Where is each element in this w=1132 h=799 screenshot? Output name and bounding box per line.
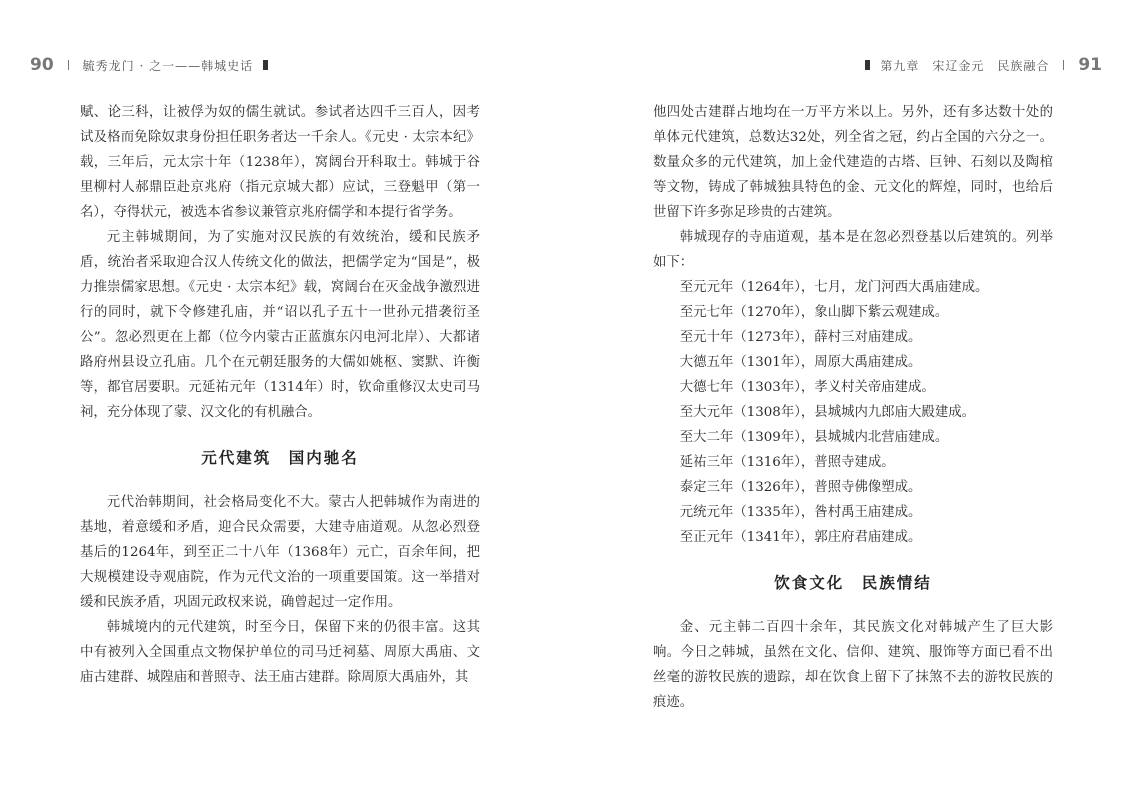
paragraph: 元代治韩期间，社会格局变化不大。蒙古人把韩城作为南进的基地，着意缓和矛盾，迎合民众需要，大建寺庙道观。从忽必烈登基后的1264年，到至正二十八年（1368年）元亡，百余年间，把大规模建设寺观庙院，作为元代文治的一项重要国策。这一举措对缓和民族矛盾，巩固元政权来说，确曾起过一定作用。 xyxy=(80,495,480,610)
list-item: 至大元年（1308年），县城城内九郎庙大殿建成。 xyxy=(679,405,975,420)
header-block-marker xyxy=(263,60,268,70)
right-header-title: 第九章 宋辽金元 民族融合 xyxy=(880,58,1050,73)
header-block-marker xyxy=(865,60,870,70)
list-item: 延祐三年（1316年），普照寺建成。 xyxy=(679,455,895,470)
right-page-header xyxy=(855,52,1102,78)
paragraph: 韩城现存的寺庙道观，基本是在忽必烈登基以后建筑的。列举如下： xyxy=(653,230,1053,270)
left-page-number: 90 xyxy=(30,55,54,75)
paragraph: 金、元主韩二百四十余年，其民族文化对韩城产生了巨大影响。今日之韩城，虽然在文化、信仰、建筑、服饰等方面已看不出丝毫的游牧民族的遗踪，却在饮食上留下了抹煞不去的游牧民族的痕迹。 xyxy=(653,620,1053,710)
left-page-header xyxy=(30,52,278,78)
right-page-number: 91 xyxy=(1078,55,1102,75)
section-title: 饮食文化 民族情结 xyxy=(774,573,932,592)
paragraph: 元主韩城期间，为了实施对汉民族的有效统治，缓和民族矛盾，统治者采取迎合汉人传统文化的做法，把儒学定为“国是”，极力推崇儒家思想。《元史 · 太宗本纪》载，窝阔台在灭金战争激烈进行的同时，就下令修建孔庙，并“诏以孔子五十一世孙元措袭衍圣公”。忽必烈更在上都（位今内蒙古正蓝旗东闪电河北岸）、大都诸路府州县设立孔庙。几个在元朝廷服务的大儒如姚枢、窦默、许衡等，都官居要职。元延祐元年（1314年）时，钦命重修汉太史司马祠，充分体现了蒙、汉文化的有机融合。 xyxy=(80,230,480,420)
left-header-title: 毓秀龙门 · 之一——韩城史话 xyxy=(82,58,254,73)
list-item: 泰定三年（1326年），普照寺佛像塑成。 xyxy=(679,480,922,495)
right-page-body xyxy=(653,100,1053,715)
list-item: 至元十年（1273年），薛村三对庙建成。 xyxy=(679,330,922,345)
list-item: 大德五年（1301年），周原大禹庙建成。 xyxy=(679,355,922,370)
header-divider xyxy=(1063,60,1064,70)
section-title: 元代建筑 国内驰名 xyxy=(201,448,359,467)
paragraph: 他四处古建群占地均在一万平方米以上。另外，还有多达数十处的单体元代建筑，总数达32处，列全省之冠，约占全国的六分之一。数量众多的元代建筑，加上金代建造的古塔、巨钟、石刻以及陶棺等文物，铸成了韩城独具特色的金、元文化的辉煌，同时，也给后世留下许多弥足珍贵的古建筑。 xyxy=(653,105,1053,220)
list-item: 大德七年（1303年），孝义村关帝庙建成。 xyxy=(679,380,935,395)
list-item: 至正元年（1341年），郭庄府君庙建成。 xyxy=(679,530,922,545)
list-item: 至元元年（1264年），七月，龙门河西大禹庙建成。 xyxy=(679,280,989,295)
left-page-body xyxy=(80,100,480,690)
right-page xyxy=(566,0,1132,799)
list-item: 元统元年（1335年），昝村禹王庙建成。 xyxy=(679,505,922,520)
list-item: 至大二年（1309年），县城城内北营庙建成。 xyxy=(679,430,949,445)
paragraph: 赋、论三科，让被俘为奴的儒生就试。参试者达四千三百人，因考试及格而免除奴隶身份担任职务者达一千余人。《元史 · 太宗本纪》载，三年后，元太宗十年（1238年），窝阔台开科取士。韩城于谷里柳村人郝鼎臣赴京兆府（指元京城大都）应试，三登魁甲（第一名），夺得状元，被选本省参议兼管京兆府儒学和本提行省学务。 xyxy=(80,105,480,220)
paragraph: 韩城境内的元代建筑，时至今日，保留下来的仍很丰富。这其中有被列入全国重点文物保护单位的司马迁祠墓、周原大禹庙、文庙古建群、城隍庙和普照寺、法王庙古建群。除周原大禹庙外，其 xyxy=(80,620,480,685)
list-item: 至元七年（1270年），象山脚下紫云观建成。 xyxy=(679,305,949,320)
header-divider xyxy=(68,60,69,70)
